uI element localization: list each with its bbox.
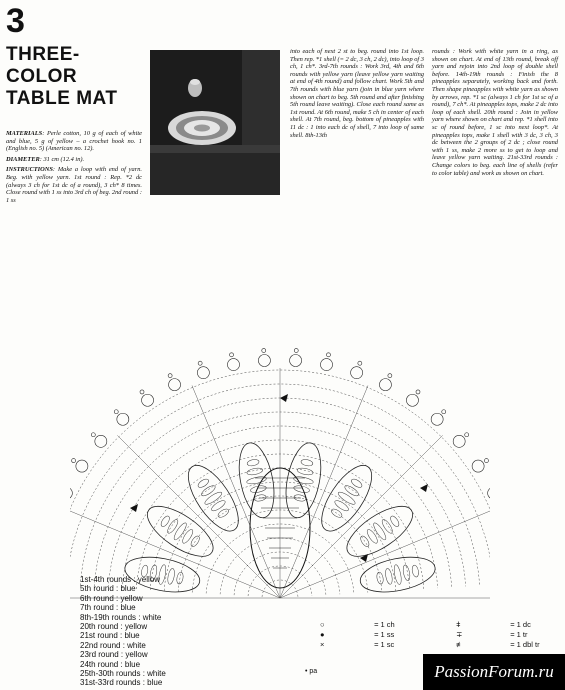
dbl-tr-symbol-icon: ≢: [456, 640, 464, 649]
pattern-number: 3: [6, 2, 25, 40]
instructions-label: INSTRUCTIONS: [6, 166, 53, 174]
symbol-dbl-tr: = 1 dbl tr: [510, 640, 540, 649]
symbol-ss: = 1 ss: [374, 630, 395, 639]
symbol-sc: = 1 sc: [374, 640, 395, 649]
diameter-text: : 31 cm (12.4 in).: [39, 155, 85, 163]
page-title: THREE- COLOR TABLE MAT: [6, 44, 118, 109]
instructions-column-1: [6, 130, 142, 204]
color-row: 22nd round : white: [80, 640, 146, 650]
color-row: 8th-19th rounds : white: [80, 612, 162, 622]
materials-text: : Perle cotton, 10 g of each of white and blue, 5 g of yellow – a crochet hook no. 1 (English no. 5) (American no. 12).: [6, 130, 142, 153]
color-row: 7th round : blue: [80, 603, 136, 613]
color-row: 21st round : blue: [80, 631, 140, 641]
ss-symbol-icon: ●: [320, 630, 325, 639]
color-row: 24th round : blue: [80, 659, 141, 669]
color-row: 1st-4th rounds : yellow: [80, 575, 161, 584]
watermark: PassionForum.ru: [423, 654, 565, 690]
sc-symbol-icon: ×: [320, 640, 325, 649]
color-row: 5th round : blue: [80, 584, 136, 594]
color-table: [80, 575, 166, 688]
instructions-text: : Make a loop with end of yarn. Beg. with yellow yarn. 1st round : Rep. *2 dc (always 3 ch for 1st dc of a round), 3 ch* 8 times. Close round with 1 ss into 3rd ch of beg. 2nd round : 1 ss: [6, 166, 142, 204]
color-row: 31st-33rd rounds : blue: [80, 678, 163, 688]
chain-symbol-icon: ○: [320, 620, 325, 629]
footnote: • pa: [305, 668, 318, 675]
tr-symbol-icon: ∓: [456, 630, 463, 639]
diameter-label: DIAMETER: [6, 155, 40, 163]
dc-symbol-icon: ǂ: [456, 620, 461, 629]
stitch-symbol-key: [320, 620, 562, 650]
color-row: 6th round : yellow: [80, 593, 143, 603]
instructions-column-3: rounds : Work with white yarn in a ring, as shown on chart. At end of 13th round, break off yarn and rejoin into 2nd loop of double shell before. 14th-19th rounds : Finish the 8 pineapples separately, working back and forth. Then shape pineapples with white yarn as shown by arrows, rep. *1 sc (always 1 ch for 1st sc of a round), 7 ch*. At pineapples tops, make 2 dc into loop of each shell. 20th round : Join in yellow yarn where shown on chart and rep. *1 shell into sc of round before, 1 sc into next loop*. At pineapples tops, make 1 shell with 3 dc, 3 ch, 3 dc between the 2 groups of 2 dc ; close round with 1 ss, make 2 more ss to get to loop and leave yellow yarn waiting. 21st-33rd rounds : Change colors to beg. each line of shells (refer to color table) and work as shown on chart.: [432, 48, 558, 177]
instructions-column-2: into each of next 2 st to beg. round into 1st loop. Then rep. *1 shell (= 2 dc, 3 ch, 2 dc), into loop of 3 ch, 1 ch*. 3rd-7th rounds : Work 3rd, 4th and 6th rounds with yellow yarn (leave yellow yarn waiting at end of 4th round) and follow chart. Work 5th and 7th rounds with blue yarn (join in blue yarn where shown on chart to beg. 5th round and after finishing 5th round leave waiting). Close each round same as 1st round. At 6th round, make 5 ch in center of each shell. At 7th round, beg. bottom of pineapples with 11 dc : 1 into each dc of shell, 7 into loop of same shell. 8th-13th: [290, 48, 425, 139]
symbol-dc: = 1 dc: [510, 620, 531, 629]
symbol-tr: = 1 tr: [510, 630, 528, 639]
color-row: 23rd round : yellow: [80, 650, 148, 660]
color-row: 20th round : yellow: [80, 622, 148, 632]
color-row: 25th-30th rounds : white: [80, 669, 166, 679]
symbol-ch: = 1 ch: [374, 620, 395, 629]
table-mat-photo: [150, 50, 280, 195]
materials-label: MATERIALS: [6, 130, 43, 137]
